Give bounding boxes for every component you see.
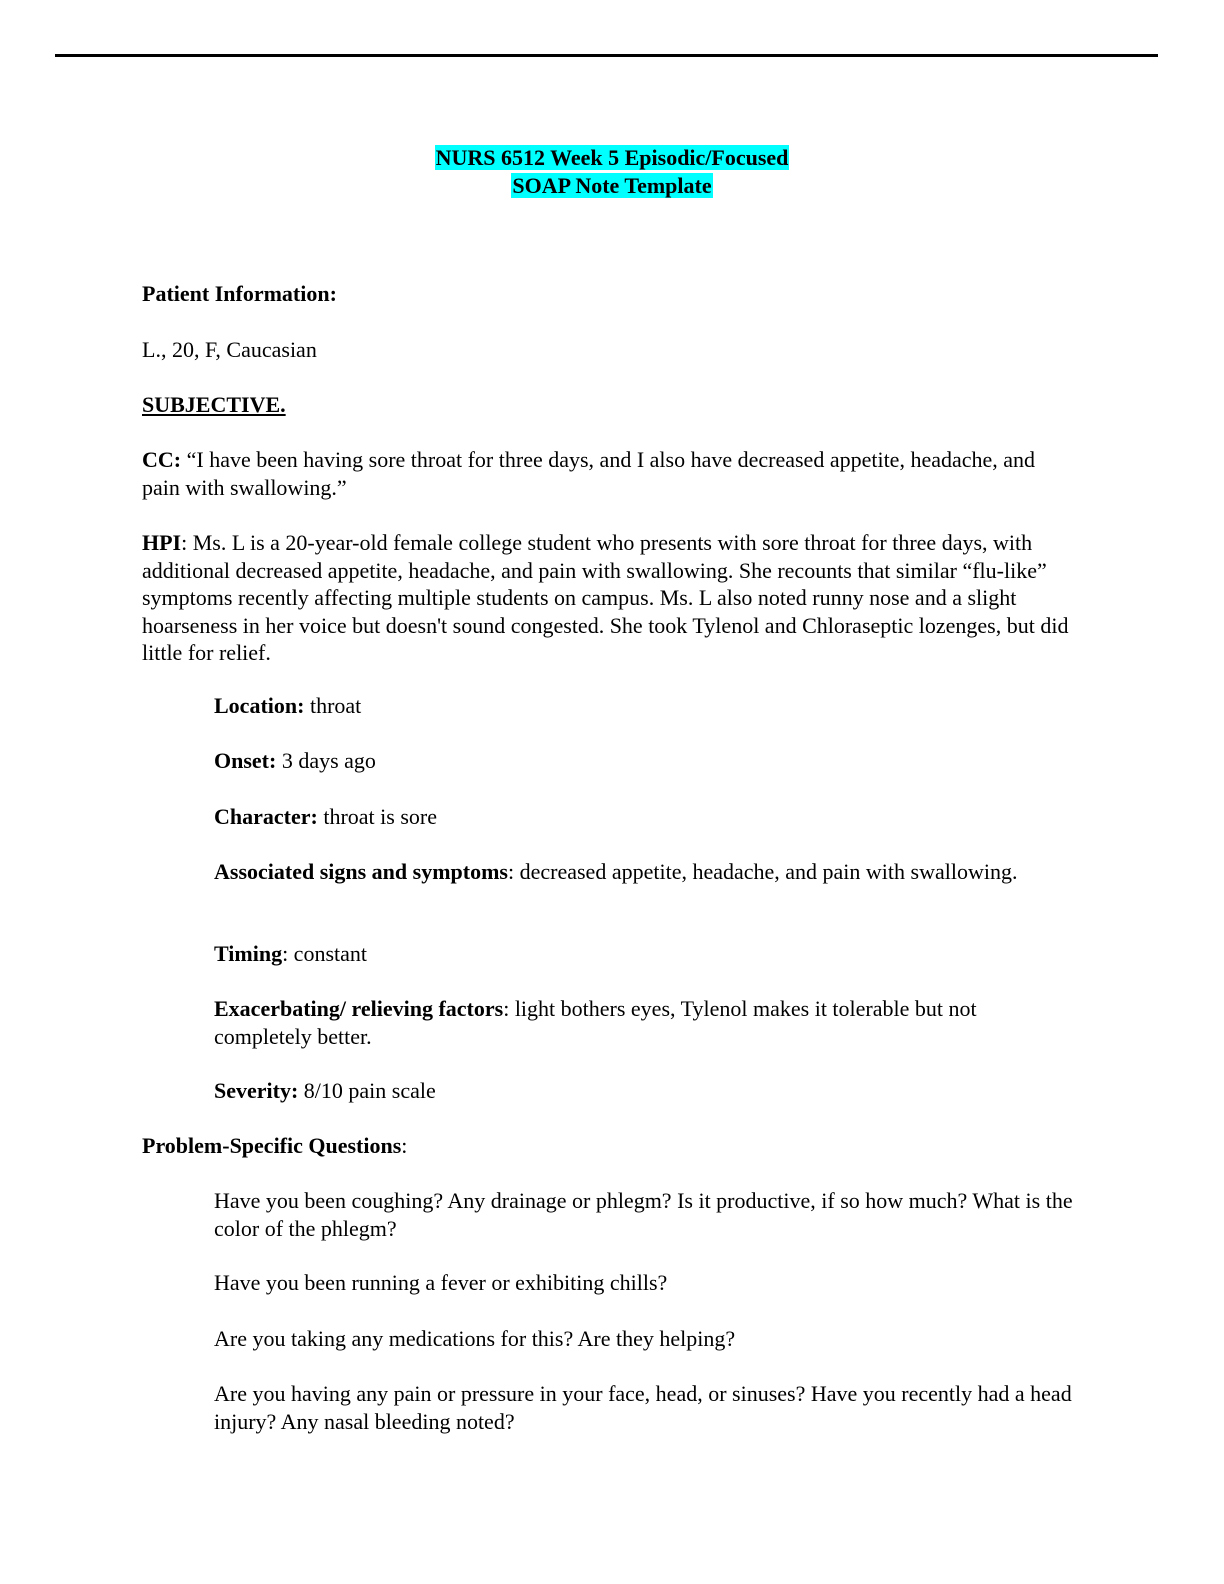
title-line-2: SOAP Note Template — [512, 173, 712, 198]
detail-text: : decreased appetite, headache, and pain with swallowing. — [508, 859, 1018, 884]
cc-label: CC: — [142, 447, 182, 472]
detail-label: Character: — [214, 804, 318, 829]
document-title — [0, 144, 1224, 200]
question-item: Have you been running a fever or exhibiting chills? — [214, 1270, 668, 1295]
patient-info-value: L., 20, F, Caucasian — [142, 337, 317, 362]
questions-heading — [142, 1132, 1072, 1160]
hpi-paragraph — [142, 529, 1072, 667]
detail-label: Severity: — [214, 1078, 299, 1103]
cc-text: “I have been having sore throat for three days, and I also have decreased appetite, headache, and pain with swallowing.” — [142, 447, 1036, 500]
detail-label: Exacerbating/ relieving factors — [214, 996, 504, 1021]
title-line-1: NURS 6512 Week 5 Episodic/Focused — [435, 145, 789, 170]
detail-timing — [214, 940, 1074, 968]
detail-onset — [214, 747, 1074, 775]
questions-heading-suffix: : — [401, 1133, 408, 1158]
detail-text: : constant — [282, 941, 367, 966]
detail-label: Timing — [214, 941, 283, 966]
detail-severity — [214, 1077, 1074, 1105]
questions-heading-label: Problem-Specific Questions — [142, 1133, 402, 1158]
detail-text: 8/10 pain scale — [298, 1078, 436, 1103]
detail-label: Associated signs and symptoms — [214, 859, 508, 884]
detail-character — [214, 803, 1074, 831]
subjective-heading: SUBJECTIVE. — [142, 392, 286, 417]
top-horizontal-rule — [55, 54, 1158, 57]
question-item: Are you having any pain or pressure in your face, head, or sinuses? Have you recently had a head injury? Any nasal bleeding noted? — [214, 1381, 1072, 1434]
detail-text: throat — [304, 693, 362, 718]
detail-exacerbating-factors — [214, 995, 1074, 1050]
detail-text: : light bothers eyes, Tylenol makes it tolerable but not completely better. — [214, 996, 977, 1049]
detail-location — [214, 692, 1074, 720]
detail-label: Location: — [214, 693, 305, 718]
question-item: Have you been coughing? Any drainage or phlegm? Is it productive, if so how much? What is the color of the phlegm? — [214, 1188, 1073, 1241]
hpi-text: : Ms. L is a 20-year-old female college student who presents with sore throat for three days, with additional decreased appetite, headache, and pain with swallowing. She recounts that similar “flu-like” symptoms recently affecting multiple students on campus. Ms. L also noted runny nose and a slight hoarseness in her voice but doesn't sound congested. She took Tylenol and Chloraseptic lozenges, but did little for relief. — [142, 530, 1069, 665]
detail-text: throat is sore — [317, 804, 437, 829]
detail-text: 3 days ago — [276, 748, 376, 773]
patient-info-heading: Patient Information: — [142, 281, 337, 306]
chief-complaint — [142, 446, 1072, 501]
question-item: Are you taking any medications for this? Are they helping? — [214, 1326, 736, 1351]
hpi-label: HPI — [142, 530, 182, 555]
detail-label: Onset: — [214, 748, 277, 773]
detail-associated-symptoms — [214, 858, 1074, 886]
